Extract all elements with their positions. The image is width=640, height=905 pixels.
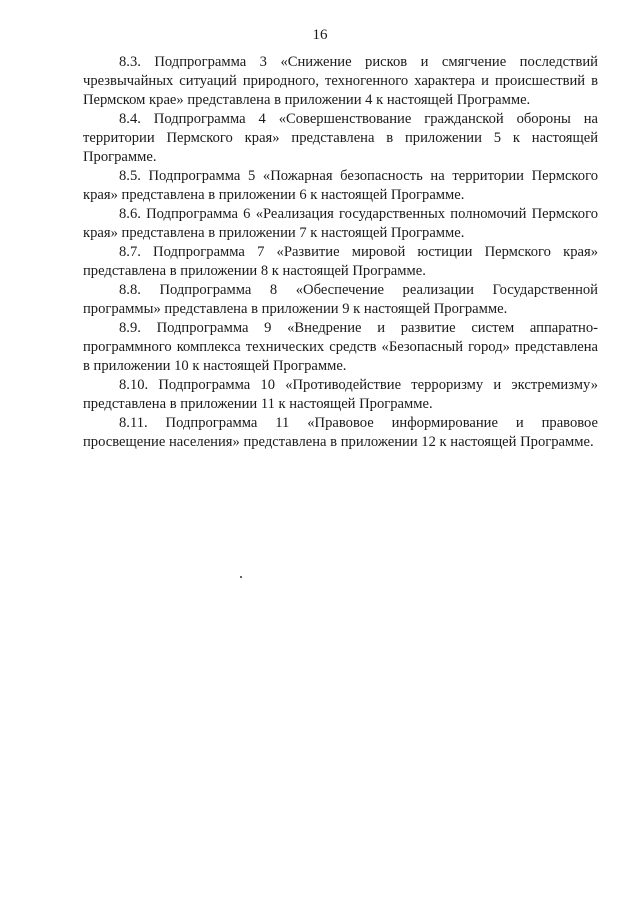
- paragraph-8-3: 8.3. Подпрограмма 3 «Снижение рисков и смягчение последствий чрезвычайных ситуаций природного, техногенного характера и происшествий в Пермском крае» представлена в приложении 4 к настоящей Программе.: [83, 54, 598, 108]
- paragraph-8-11: 8.11. Подпрограмма 11 «Правовое информирование и правовое просвещение населения» представлена в приложении 12 к настоящей Программе.: [83, 415, 598, 450]
- paragraph-8-7: 8.7. Подпрограмма 7 «Развитие мировой юстиции Пермского края» представлена в приложении 8 к настоящей Программе.: [83, 244, 598, 279]
- paragraph-8-8: 8.8. Подпрограмма 8 «Обеспечение реализации Государственной программы» представлена в приложении 9 к настоящей Программе.: [83, 282, 598, 317]
- scan-speck: [240, 576, 242, 578]
- paragraph-8-6: 8.6. Подпрограмма 6 «Реализация государственных полномочий Пермского края» представлена в приложении 7 к настоящей Программе.: [83, 206, 598, 241]
- page-number: 16: [312, 27, 328, 43]
- paragraph-8-5: 8.5. Подпрограмма 5 «Пожарная безопасность на территории Пермского края» представлена в приложении 6 к настоящей Программе.: [83, 168, 598, 203]
- paragraph-8-10: 8.10. Подпрограмма 10 «Противодействие терроризму и экстремизму» представлена в приложении 11 к настоящей Программе.: [83, 377, 598, 412]
- paragraph-8-9: 8.9. Подпрограмма 9 «Внедрение и развитие систем аппаратно-программного комплекса технических средств «Безопасный город» представлена в приложении 10 к настоящей Программе.: [83, 320, 598, 374]
- document-body: [83, 53, 598, 452]
- paragraph-8-4: 8.4. Подпрограмма 4 «Совершенствование гражданской обороны на территории Пермского края» представлена в приложении 5 к настоящей Программе.: [83, 111, 598, 165]
